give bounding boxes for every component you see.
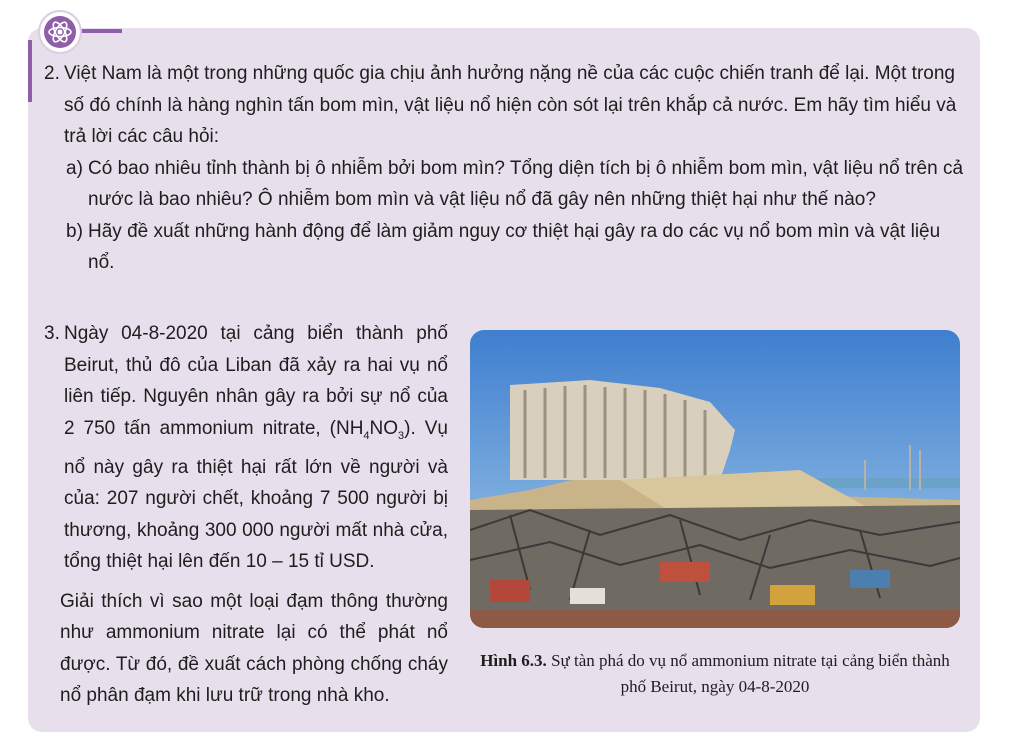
q3-formula-mid: NO: [369, 417, 399, 439]
question-3-paragraph-1: [44, 318, 448, 578]
question-3-paragraph-2: Giải thích vì sao một loại đạm thông thường như ammonium nitrate lại có thể phát nổ được. Từ đó, đề xuất cách phòng chống cháy nổ phân đạm khi lưu trữ trong nhà kho.: [60, 590, 448, 707]
accent-rule-top: [80, 29, 122, 33]
q3-text-start: Ngày 04-8-2020 tại cảng biển thành phố Beirut, thủ đô của Liban đã xảy ra hai vụ nổ liên tiếp. Nguyên nhân gây ra bởi sự nổ của 2 750 tấn ammonium nitrate, (NH: [64, 323, 448, 439]
question-2-intro: Việt Nam là một trong những quốc gia chịu ảnh hưởng nặng nề của các cuộc chiến tranh để lại. Một trong số đó chính là hàng nghìn tấn bom mìn, vật liệu nổ hiện còn sót lại trên khắp cả nước. Em hãy tìm hiểu và trả lời các câu hỏi:: [64, 63, 957, 147]
q3-text-end: ). Vụ nổ này gây ra thiệt hại rất lớn về người và của: 207 người chết, khoảng 7 500 người bị thương, khoảng 300 000 người mất nhà cửa, tổng thiệt hại lên đến 10 – 15 tỉ USD.: [64, 417, 448, 573]
part-b-label: b): [66, 220, 83, 242]
subscript-4: 4: [363, 429, 370, 442]
part-b-text: Hãy đề xuất những hành động để làm giảm nguy cơ thiệt hại gây ra do các vụ nổ bom mìn và vật liệu nổ.: [88, 220, 941, 273]
question-3-number: 3.: [44, 323, 60, 344]
science-atom-icon: [40, 12, 80, 52]
figure-label: Hình 6.3.: [480, 651, 547, 670]
question-2-part-b: [44, 216, 964, 279]
question-2-part-a: [44, 153, 964, 216]
figure-caption-text: Sự tàn phá do vụ nổ ammonium nitrate tại cảng biển thành phố Beirut, ngày 04-8-2020: [546, 651, 950, 696]
part-a-label: a): [66, 157, 83, 179]
figure-caption: [470, 648, 960, 700]
question-3: [44, 318, 448, 712]
subscript-3: 3: [398, 429, 405, 442]
part-a-text: Có bao nhiêu tỉnh thành bị ô nhiễm bởi bom mìn? Tổng diện tích bị ô nhiễm bom mìn, vật liệu nổ trên cả nước là bao nhiêu? Ô nhiễm bom mìn và vật liệu nổ đã gây nên những thiệt hại như thế nào?: [88, 157, 964, 210]
beirut-explosion-photo: [470, 330, 960, 628]
question-2: [44, 58, 964, 279]
question-2-number: 2.: [44, 63, 60, 84]
accent-rule-left: [28, 40, 32, 102]
